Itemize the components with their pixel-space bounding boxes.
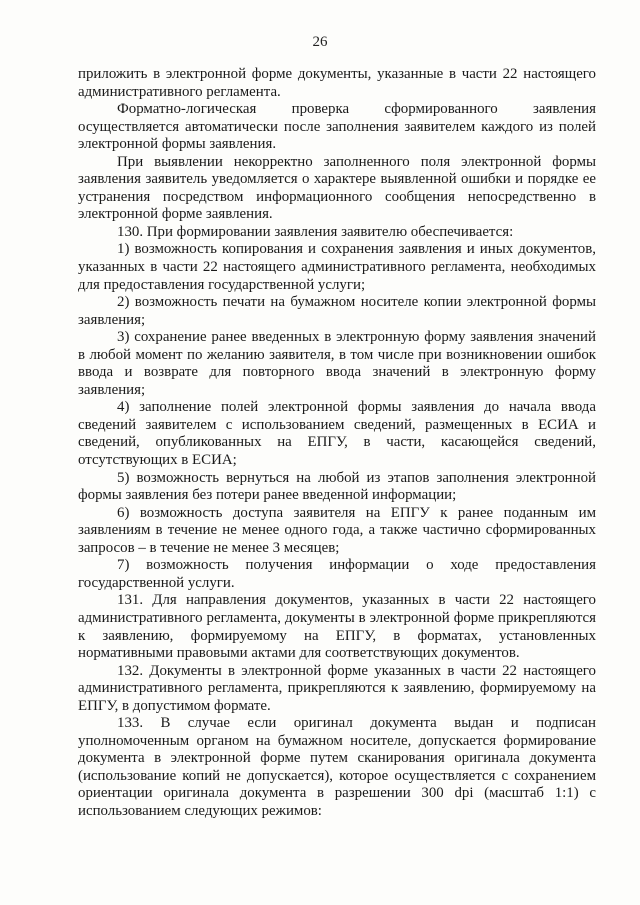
- paragraph: 4) заполнение полей электронной формы заявления до начала ввода сведений заявителем с использованием сведений, размещенных в ЕСИА и сведений, опубликованных на ЕПГУ, в части, касающейся сведений, отсутствующих в ЕСИА;: [78, 399, 596, 469]
- paragraph: 130. При формировании заявления заявителю обеспечивается:: [117, 223, 514, 240]
- paragraph: 7) возможность получения информации о ходе предоставления государственной услуги.: [78, 557, 596, 591]
- paragraph: Форматно-логическая проверка сформированного заявления осуществляется автоматически после заполнения заявителем каждого из полей электронной формы заявления.: [78, 101, 596, 153]
- paragraph: приложить в электронной форме документы, указанные в части 22 настоящего административного регламента.: [78, 66, 596, 100]
- document-body: [78, 66, 596, 821]
- page-number: 26: [312, 34, 328, 50]
- paragraph: 2) возможность печати на бумажном носителе копии электронной формы заявления;: [78, 294, 596, 328]
- paragraph: При выявлении некорректно заполненного поля электронной формы заявления заявитель уведомляется о характере выявленной ошибки и порядке ее устранения посредством информационного сообщения непосредственно в электронной форме заявления.: [78, 153, 596, 223]
- paragraph: 1) возможность копирования и сохранения заявления и иных документов, указанных в части 22 настоящего административного регламента, необходимых для предоставления государственной услуги;: [78, 241, 596, 293]
- paragraph: 5) возможность вернуться на любой из этапов заполнения электронной формы заявления без потери ранее введенной информации;: [78, 469, 596, 504]
- paragraph: 131. Для направления документов, указанных в части 22 настоящего административного регламента, документы в электронной форме прикрепляются к заявлению, формируемому на ЕПГУ, в форматах, установленных нормативными правовыми актами для соответствующих документов.: [78, 592, 596, 662]
- paragraph: 6) возможность доступа заявителя на ЕПГУ к ранее поданным им заявлениям в течение не менее одного года, а также частично сформированных запросов – в течение не менее 3 месяцев;: [78, 504, 596, 556]
- paragraph: 133. В случае если оригинал документа выдан и подписан уполномоченным органом на бумажном носителе, допускается формирование документа в электронной форме путем сканирования оригинала документа (использование копий не допускается), которое осуществляется с сохранением ориентации оригинала документа в разрешении 300 dpi (масштаб 1:1) с использованием следующих режимов:: [78, 715, 596, 819]
- paragraph: 3) сохранение ранее введенных в электронную форму заявления значений в любой момент по желанию заявителя, в том числе при возникновении ошибок ввода и возврате для повторного ввода значений в электронную форму заявления;: [78, 329, 596, 398]
- paragraph: 132. Документы в электронной форме указанных в части 22 настоящего административного регламента, прикрепляются к заявлению, формируемому на ЕПГУ, в допустимом формате.: [78, 662, 596, 714]
